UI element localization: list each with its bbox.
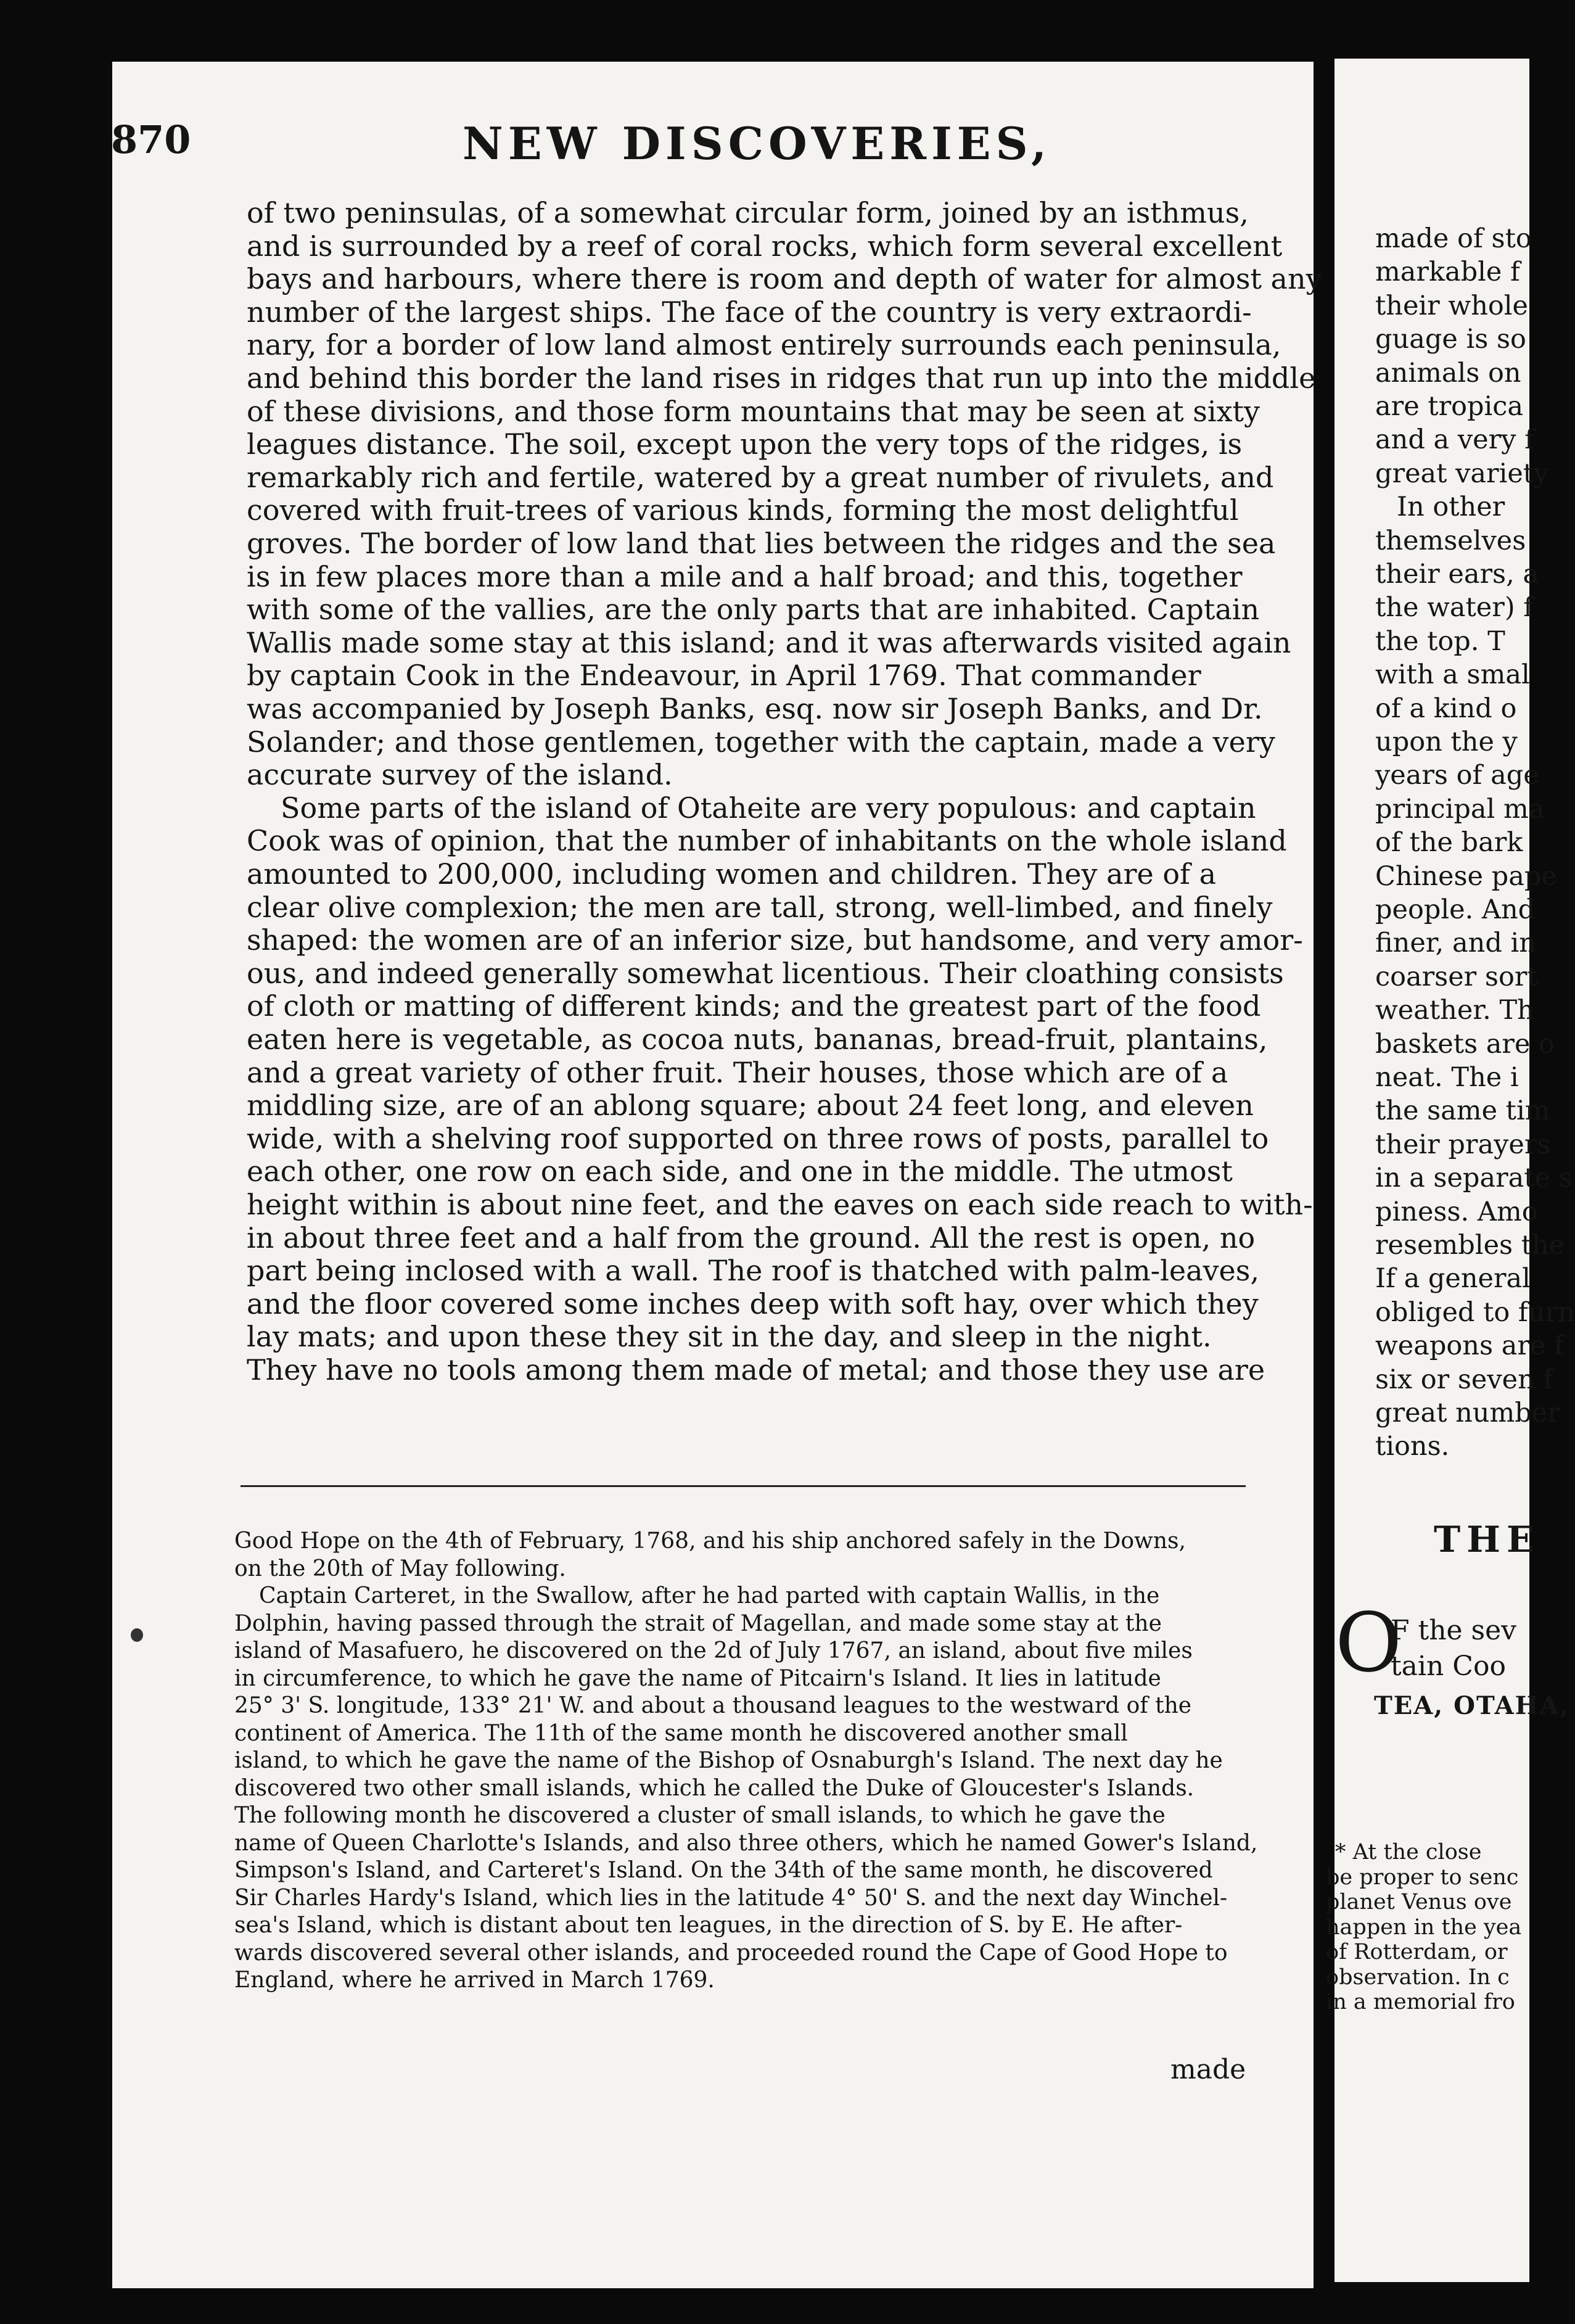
main_text-line: They have no tools among them made of metal; and those they use are	[247, 1353, 1265, 1387]
right_page.lines-line: in a separate s	[1375, 1163, 1573, 1194]
right_page.lines-line: are tropica	[1375, 391, 1524, 422]
main_text-line: middling size, are of an ablong square; about 24 feet long, and eleven	[247, 1089, 1254, 1123]
right_page.lines-line: weapons are f	[1375, 1330, 1564, 1362]
main_text-line: part being inclosed with a wall. The roof is thatched with palm-leaves,	[247, 1254, 1259, 1288]
footnote_lines-line: sea's Island, which is distant about ten leagues, in the direction of S. by E. He after-	[234, 1913, 1183, 1938]
right_page.lines-line: markable f	[1375, 257, 1520, 288]
right_page.lines-line: If a general	[1375, 1263, 1531, 1295]
right-section-heading: THE	[1434, 1518, 1540, 1560]
catchword: made	[1170, 2054, 1246, 2085]
footnote_lines-line: continent of America. The 11th of the same month he discovered another small	[234, 1720, 1128, 1746]
main_text-line: Wallis made some stay at this island; and it was afterwards visited again	[247, 625, 1291, 659]
right_page.lines-line: made of sto	[1375, 223, 1532, 254]
drop-cap: O	[1335, 1596, 1402, 1691]
right_page.lines-line: their ears, a	[1375, 559, 1539, 590]
right_page.lines-line: tions.	[1375, 1431, 1450, 1462]
page-number: 870	[111, 117, 191, 162]
right_page.lines-line: and a very f	[1375, 424, 1534, 456]
right_page.footnote_lines-line: happen in the yea	[1326, 1914, 1522, 1940]
right_page.lines-line: six or seven f	[1375, 1364, 1553, 1395]
right_page.footnote_lines-line: be proper to senc	[1326, 1865, 1519, 1890]
right_page.lines-line: neat. The i	[1375, 1062, 1519, 1093]
right_page.lines-line: years of age	[1375, 760, 1539, 791]
right_page.footnote_lines-line: * At the close	[1335, 1840, 1482, 1865]
main_text-line: height within is about nine feet, and the eaves on each side reach to with-	[247, 1188, 1313, 1221]
footnote_lines-line: Sir Charles Hardy's Island, which lies in the latitude 4° 50' S. and the next day Winchel-	[234, 1885, 1228, 1911]
footnote_lines-line: island of Masafuero, he discovered on the 2d of July 1767, an island, about five miles	[234, 1638, 1193, 1663]
main_text-line: Some parts of the island of Otaheite are very populous: and captain	[281, 791, 1256, 825]
right_page.lines-line: great variety	[1375, 458, 1549, 489]
main_text-line: covered with fruit-trees of various kinds, forming the most delightful	[247, 493, 1239, 527]
right_page.lines-line: piness. Amo	[1375, 1196, 1538, 1227]
ink-spot	[131, 1628, 143, 1642]
right_page.lines-line: principal ma	[1375, 793, 1545, 825]
right-section-line-2: tain Coo	[1391, 1650, 1506, 1682]
footnote_lines-line: England, where he arrived in March 1769.	[234, 1968, 715, 1993]
footnote_lines-line: wards discovered several other islands, and proceeded round the Cape of Good Hope to	[234, 1940, 1228, 1966]
right_page.lines-line: the water) f	[1375, 592, 1534, 624]
footnote-rule	[241, 1485, 1246, 1487]
main_text-line: was accompanied by Joseph Banks, esq. now sir Joseph Banks, and Dr.	[247, 692, 1263, 725]
right_page.lines-line: resembles the	[1375, 1230, 1565, 1261]
footnote_lines-line: name of Queen Charlotte's Islands, and also three others, which he named Gower's Island,	[234, 1830, 1258, 1856]
main_text-line: number of the largest ships. The face of the country is very extraordi-	[247, 295, 1252, 329]
right_page.lines-line: baskets are o	[1375, 1028, 1555, 1060]
main_text-line: and the floor covered some inches deep with soft hay, over which they	[247, 1287, 1259, 1321]
main_text-line: each other, one row on each side, and one in the middle. The utmost	[247, 1155, 1233, 1189]
right_page.lines-line: of the bark	[1375, 827, 1523, 859]
right-section-line-3: TEA, OTAHA,	[1374, 1691, 1570, 1720]
right_page.footnote_lines-line: observation. In c	[1326, 1964, 1510, 1990]
main_text-line: eaten here is vegetable, as cocoa nuts, bananas, bread-fruit, plantains,	[247, 1023, 1268, 1056]
footnote_lines-line: on the 20th of May following.	[234, 1556, 566, 1581]
footnote_lines-line: island, to which he gave the name of the Bishop of Osnaburgh's Island. The next day he	[234, 1748, 1223, 1773]
right_page.footnote_lines-line: in a memorial fro	[1326, 1990, 1515, 2014]
main_text-line: of two peninsulas, of a somewhat circular form, joined by an isthmus,	[247, 196, 1249, 229]
footnote_lines-line: Good Hope on the 4th of February, 1768, and his ship anchored safely in the Downs,	[234, 1528, 1186, 1554]
right_page.lines-line: the top. T	[1375, 625, 1505, 657]
footnote_lines-line: The following month he discovered a cluster of small islands, to which he gave the	[234, 1803, 1166, 1828]
right_page.lines-line: guage is so	[1375, 324, 1526, 355]
main_text-line: and a great variety of other fruit. Their houses, those which are of a	[247, 1055, 1228, 1089]
footnote_lines-line: 25° 3' S. longitude, 133° 21' W. and about a thousand leagues to the westward of the	[234, 1693, 1192, 1718]
right_page.lines-line: animals on	[1375, 357, 1521, 389]
right_page.lines-line: Chinese pape	[1375, 860, 1557, 892]
main_text-line: amounted to 200,000, including women and children. They are of a	[247, 857, 1217, 891]
main_text-line: remarkably rich and fertile, watered by a great number of rivulets, and	[247, 460, 1274, 494]
main_text-line: of cloth or matting of different kinds; and the greatest part of the food	[247, 989, 1261, 1023]
right_page.footnote_lines-line: planet Venus ove	[1326, 1890, 1512, 1914]
right_page.lines-line: their whole	[1375, 290, 1528, 321]
right-section-line-1: F the sev	[1391, 1615, 1517, 1646]
main_text-line: nary, for a border of low land almost entirely surrounds each peninsula,	[247, 328, 1281, 362]
main_text-line: lay mats; and upon these they sit in the day, and sleep in the night.	[247, 1320, 1212, 1354]
right_page.lines-line: finer, and in	[1375, 928, 1536, 959]
footnote_lines-line: discovered two other small islands, which he called the Duke of Gloucester's Islands.	[234, 1775, 1195, 1801]
main_text-line: bays and harbours, where there is room and depth of water for almost any	[247, 262, 1322, 296]
footnote_lines-line: Simpson's Island, and Carteret's Island. On the 34th of the same month, he discovered	[234, 1858, 1213, 1883]
right_page.lines-line: themselves	[1375, 525, 1526, 556]
main_text-line: groves. The border of low land that lies between the ridges and the sea	[247, 527, 1276, 560]
main_text-line: accurate survey of the island.	[247, 758, 673, 792]
right_page.lines-line: obliged to furn	[1375, 1296, 1575, 1328]
right_page.lines-line: the same tim	[1375, 1095, 1550, 1127]
right_page.footnote_lines-line: of Rotterdam, or	[1326, 1940, 1508, 1964]
main_text-line: with some of the vallies, are the only parts that are inhabited. Captain	[247, 593, 1260, 627]
main_text-line: in about three feet and a half from the ground. All the rest is open, no	[247, 1221, 1256, 1255]
main_text-line: leagues distance. The soil, except upon the very tops of the ridges, is	[247, 427, 1243, 461]
footnote_lines-line: Dolphin, having passed through the strait of Magellan, and made some stay at the	[234, 1610, 1162, 1636]
right_page.lines-line: their prayers	[1375, 1129, 1551, 1160]
right_page.lines-line: coarser sort	[1375, 961, 1538, 992]
right_page.lines-line: weather. Th	[1375, 995, 1534, 1026]
main_text-line: Solander; and those gentlemen, together with the captain, made a very	[247, 725, 1275, 759]
main_text-line: Cook was of opinion, that the number of inhabitants on the whole island	[247, 824, 1287, 858]
right_page.lines-line: with a smal	[1375, 659, 1530, 691]
main_text-line: and behind this border the land rises in ridges that run up into the middle	[247, 361, 1316, 395]
main_text-line: by captain Cook in the Endeavour, in April 1769. That commander	[247, 659, 1201, 693]
right_page.lines-line: upon the y	[1375, 727, 1518, 757]
main_text-line: is in few places more than a mile and a half broad; and this, together	[247, 559, 1243, 593]
running-head-title: NEW DISCOVERIES,	[463, 117, 1052, 170]
main_text-line: of these divisions, and those form mountains that may be seen at sixty	[247, 394, 1260, 428]
footnote_lines-line: in circumference, to which he gave the name of Pitcairn's Island. It lies in latitude	[234, 1665, 1161, 1691]
right_page.lines-line: In other	[1397, 492, 1505, 523]
main_text-line: wide, with a shelving roof supported on three rows of posts, parallel to	[247, 1121, 1269, 1155]
right_page.lines-line: people. And	[1375, 894, 1536, 925]
right_page.lines-line: great number	[1375, 1398, 1560, 1428]
main_text-line: and is surrounded by a reef of coral rocks, which form several excellent	[247, 229, 1283, 263]
main_text-line: clear olive complexion; the men are tall, strong, well-limbed, and finely	[247, 890, 1273, 924]
main_text-line: shaped: the women are of an inferior size, but handsome, and very amor-	[247, 923, 1303, 957]
main_text-line: ous, and indeed generally somewhat licentious. Their cloathing consists	[247, 956, 1284, 990]
right_page.lines-line: of a kind o	[1375, 693, 1517, 724]
footnote_lines-line: Captain Carteret, in the Swallow, after he had parted with captain Wallis, in the	[259, 1583, 1160, 1609]
